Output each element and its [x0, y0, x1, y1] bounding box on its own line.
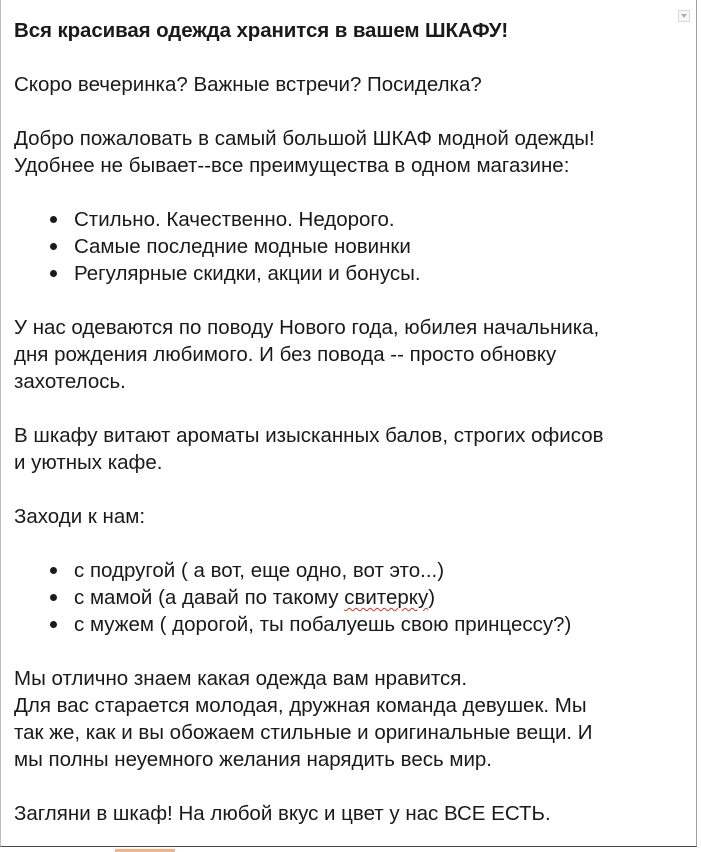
welcome-line: Добро пожаловать в самый большой ШКАФ модной одежды!: [14, 127, 595, 150]
invite-line: Заходи к нам:: [14, 505, 146, 528]
closing-line: Загляни в шкаф! На любой вкус и цвет у нас ВСЕ ЕСТЬ.: [14, 802, 551, 825]
aromas-line: В шкафу витают ароматы изысканных балов, строгих офисов: [14, 424, 604, 447]
misspelled-word[interactable]: свитерку: [344, 586, 429, 609]
benefits-list: [14, 206, 690, 287]
list-item-friend: с подругой ( а вот, еще одно, вот это...): [14, 557, 690, 584]
list-item-husband: с мужем ( дорогой, ты побалуешь свою принцессу?): [14, 611, 690, 638]
document-title: Вся красивая одежда хранится в вашем ШКАФУ!: [14, 19, 509, 42]
welcome-line-2: Удобнее не бывает--все преимущества в одном магазине:: [14, 154, 570, 177]
occasions-line: захотелось.: [14, 370, 126, 393]
mom-text-end: ): [428, 586, 436, 609]
list-item-mom: [14, 584, 690, 611]
team-line: Для вас старается молодая, дружная команда девушек. Мы: [14, 694, 587, 717]
mom-text: с мамой (а давай по такому: [74, 586, 345, 609]
team-line: так же, как и вы обожаем стильные и оригинальные вещи. И: [14, 721, 593, 744]
team-line: мы полны неуемного желания нарядить весь мир.: [14, 748, 493, 771]
document-body: [14, 17, 690, 827]
occasions-line: У нас одеваются по поводу Нового года, юбилея начальника,: [14, 316, 600, 339]
occasions-line: дня рождения любимого. И без повода -- просто обновку: [14, 343, 557, 366]
list-item: Самые последние модные новинки: [14, 233, 690, 260]
companions-list: [14, 557, 690, 638]
list-item: Регулярные скидки, акции и бонусы.: [14, 260, 690, 287]
intro-paragraph: Скоро вечеринка? Важные встречи? Посиделка?: [14, 73, 482, 96]
aromas-line: и уютных кафе.: [14, 451, 163, 474]
team-line: Мы отлично знаем какая одежда вам нравится.: [14, 667, 468, 690]
list-item: Стильно. Качественно. Недорого.: [14, 206, 690, 233]
